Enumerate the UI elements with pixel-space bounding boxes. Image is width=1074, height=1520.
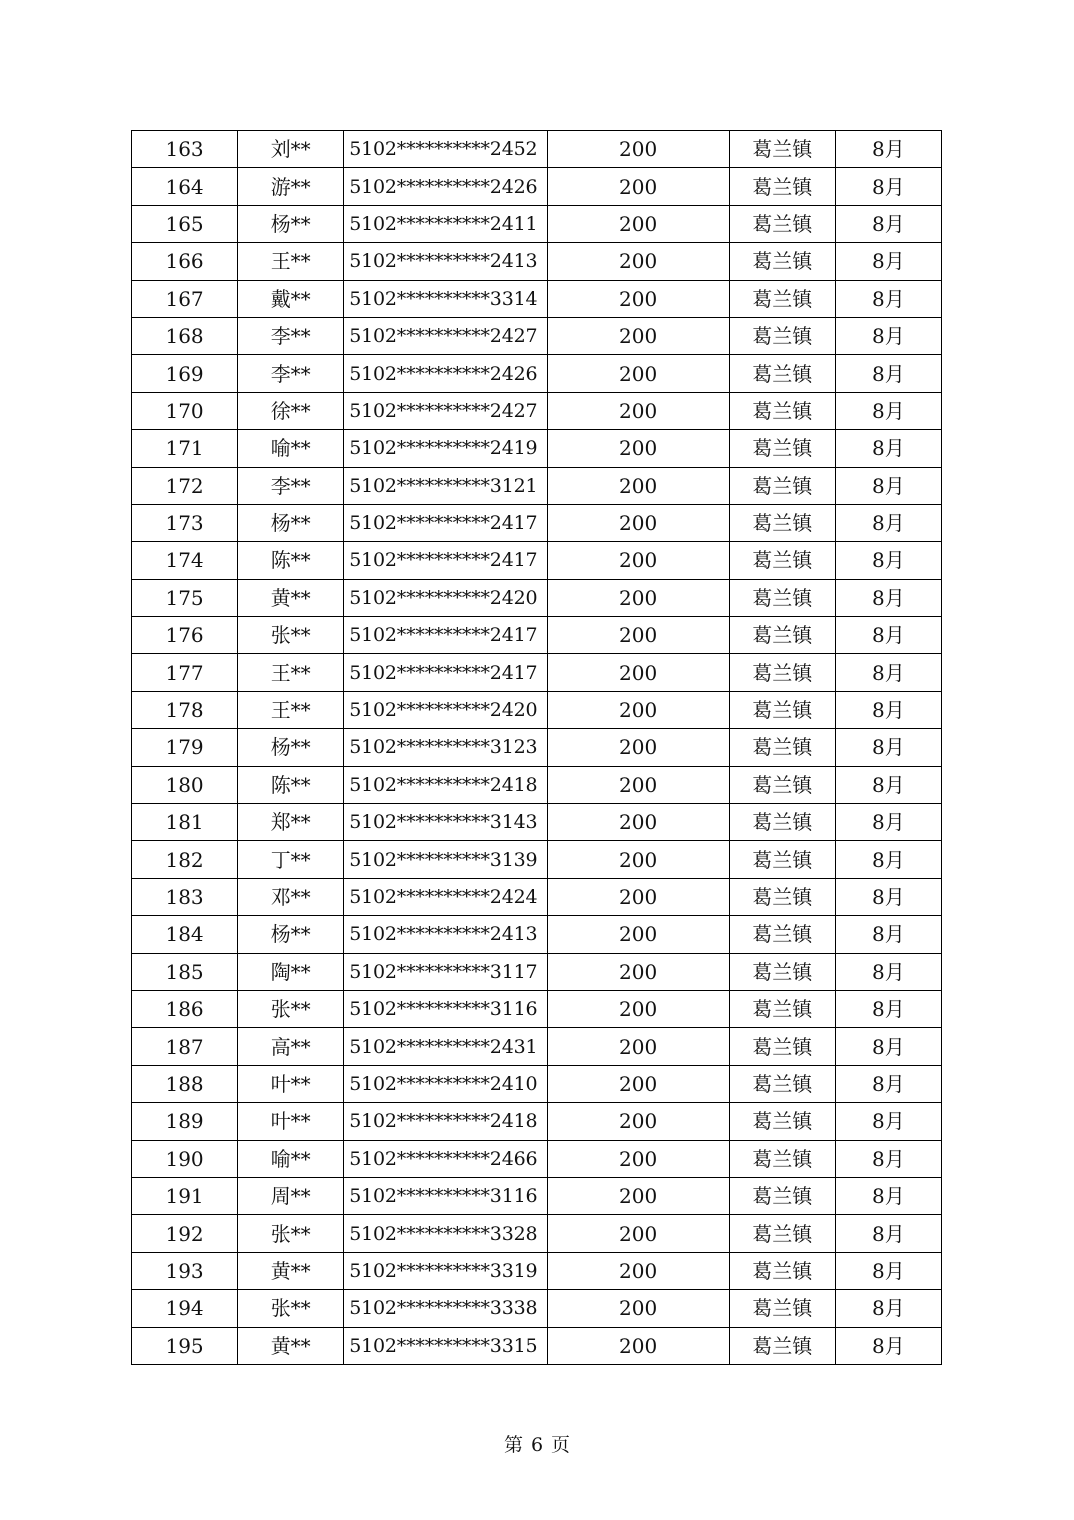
month-cell: 8月	[835, 916, 941, 953]
month-cell: 8月	[835, 617, 941, 654]
amount-cell: 200	[547, 617, 729, 654]
month-cell: 8月	[835, 1177, 941, 1214]
seq-cell: 174	[132, 542, 238, 579]
seq-cell: 195	[132, 1327, 238, 1364]
seq-cell: 163	[132, 131, 238, 168]
seq-cell: 186	[132, 990, 238, 1027]
id-number-cell: 5102**********3314	[344, 280, 547, 317]
month-cell: 8月	[835, 691, 941, 728]
name-cell: 刘**	[238, 131, 344, 168]
name-cell: 邓**	[238, 878, 344, 915]
table-row	[132, 1028, 942, 1065]
seq-cell: 185	[132, 953, 238, 990]
table-row	[132, 916, 942, 953]
name-cell: 杨**	[238, 729, 344, 766]
month-cell: 8月	[835, 990, 941, 1027]
town-cell: 葛兰镇	[729, 841, 835, 878]
table-row	[132, 131, 942, 168]
month-cell: 8月	[835, 205, 941, 242]
id-number-cell: 5102**********2418	[344, 766, 547, 803]
amount-cell: 200	[547, 280, 729, 317]
name-cell: 叶**	[238, 1065, 344, 1102]
town-cell: 葛兰镇	[729, 953, 835, 990]
town-cell: 葛兰镇	[729, 729, 835, 766]
name-cell: 王**	[238, 691, 344, 728]
amount-cell: 200	[547, 1290, 729, 1327]
amount-cell: 200	[547, 953, 729, 990]
table-row	[132, 953, 942, 990]
seq-cell: 164	[132, 168, 238, 205]
amount-cell: 200	[547, 1327, 729, 1364]
month-cell: 8月	[835, 317, 941, 354]
town-cell: 葛兰镇	[729, 1290, 835, 1327]
name-cell: 黄**	[238, 1252, 344, 1289]
seq-cell: 187	[132, 1028, 238, 1065]
id-number-cell: 5102**********2427	[344, 392, 547, 429]
month-cell: 8月	[835, 355, 941, 392]
name-cell: 王**	[238, 654, 344, 691]
seq-cell: 172	[132, 467, 238, 504]
town-cell: 葛兰镇	[729, 504, 835, 541]
table-row	[132, 841, 942, 878]
town-cell: 葛兰镇	[729, 392, 835, 429]
seq-cell: 181	[132, 804, 238, 841]
amount-cell: 200	[547, 1103, 729, 1140]
id-number-cell: 5102**********2420	[344, 579, 547, 616]
name-cell: 杨**	[238, 916, 344, 953]
seq-cell: 183	[132, 878, 238, 915]
name-cell: 陈**	[238, 766, 344, 803]
table-row	[132, 355, 942, 392]
table-row	[132, 1177, 942, 1214]
page-prefix: 第	[503, 1434, 523, 1456]
name-cell: 李**	[238, 355, 344, 392]
seq-cell: 184	[132, 916, 238, 953]
name-cell: 高**	[238, 1028, 344, 1065]
table-row	[132, 243, 942, 280]
id-number-cell: 5102**********3123	[344, 729, 547, 766]
amount-cell: 200	[547, 243, 729, 280]
table-row	[132, 1103, 942, 1140]
town-cell: 葛兰镇	[729, 243, 835, 280]
id-number-cell: 5102**********2413	[344, 243, 547, 280]
town-cell: 葛兰镇	[729, 168, 835, 205]
name-cell: 王**	[238, 243, 344, 280]
id-number-cell: 5102**********2411	[344, 205, 547, 242]
amount-cell: 200	[547, 804, 729, 841]
month-cell: 8月	[835, 804, 941, 841]
name-cell: 张**	[238, 617, 344, 654]
id-number-cell: 5102**********2452	[344, 131, 547, 168]
amount-cell: 200	[547, 168, 729, 205]
seq-cell: 175	[132, 579, 238, 616]
town-cell: 葛兰镇	[729, 766, 835, 803]
name-cell: 张**	[238, 990, 344, 1027]
month-cell: 8月	[835, 1215, 941, 1252]
month-cell: 8月	[835, 467, 941, 504]
name-cell: 李**	[238, 317, 344, 354]
id-number-cell: 5102**********2417	[344, 654, 547, 691]
town-cell: 葛兰镇	[729, 1103, 835, 1140]
name-cell: 陶**	[238, 953, 344, 990]
table-row	[132, 205, 942, 242]
month-cell: 8月	[835, 504, 941, 541]
table-body	[132, 131, 942, 1365]
amount-cell: 200	[547, 504, 729, 541]
id-number-cell: 5102**********2419	[344, 430, 547, 467]
id-number-cell: 5102**********2424	[344, 878, 547, 915]
amount-cell: 200	[547, 916, 729, 953]
town-cell: 葛兰镇	[729, 916, 835, 953]
name-cell: 喻**	[238, 1140, 344, 1177]
table-row	[132, 1327, 942, 1364]
amount-cell: 200	[547, 878, 729, 915]
town-cell: 葛兰镇	[729, 617, 835, 654]
seq-cell: 165	[132, 205, 238, 242]
town-cell: 葛兰镇	[729, 1215, 835, 1252]
table-row	[132, 878, 942, 915]
page-suffix: 页	[551, 1434, 571, 1456]
town-cell: 葛兰镇	[729, 1065, 835, 1102]
name-cell: 张**	[238, 1290, 344, 1327]
name-cell: 徐**	[238, 392, 344, 429]
id-number-cell: 5102**********2418	[344, 1103, 547, 1140]
amount-cell: 200	[547, 1140, 729, 1177]
id-number-cell: 5102**********3117	[344, 953, 547, 990]
seq-cell: 189	[132, 1103, 238, 1140]
month-cell: 8月	[835, 542, 941, 579]
subsidy-table	[131, 130, 942, 1365]
amount-cell: 200	[547, 317, 729, 354]
id-number-cell: 5102**********2413	[344, 916, 547, 953]
id-number-cell: 5102**********2410	[344, 1065, 547, 1102]
month-cell: 8月	[835, 729, 941, 766]
id-number-cell: 5102**********3319	[344, 1252, 547, 1289]
seq-cell: 179	[132, 729, 238, 766]
name-cell: 郑**	[238, 804, 344, 841]
table-row	[132, 990, 942, 1027]
amount-cell: 200	[547, 1252, 729, 1289]
month-cell: 8月	[835, 168, 941, 205]
name-cell: 游**	[238, 168, 344, 205]
id-number-cell: 5102**********3315	[344, 1327, 547, 1364]
name-cell: 叶**	[238, 1103, 344, 1140]
town-cell: 葛兰镇	[729, 1140, 835, 1177]
amount-cell: 200	[547, 1028, 729, 1065]
id-number-cell: 5102**********2417	[344, 504, 547, 541]
name-cell: 喻**	[238, 430, 344, 467]
table-row	[132, 168, 942, 205]
seq-cell: 167	[132, 280, 238, 317]
seq-cell: 177	[132, 654, 238, 691]
town-cell: 葛兰镇	[729, 467, 835, 504]
amount-cell: 200	[547, 691, 729, 728]
town-cell: 葛兰镇	[729, 317, 835, 354]
town-cell: 葛兰镇	[729, 1028, 835, 1065]
id-number-cell: 5102**********3116	[344, 1177, 547, 1214]
seq-cell: 193	[132, 1252, 238, 1289]
seq-cell: 188	[132, 1065, 238, 1102]
table-row	[132, 1290, 942, 1327]
table-row	[132, 317, 942, 354]
amount-cell: 200	[547, 205, 729, 242]
town-cell: 葛兰镇	[729, 430, 835, 467]
month-cell: 8月	[835, 243, 941, 280]
name-cell: 张**	[238, 1215, 344, 1252]
name-cell: 黄**	[238, 579, 344, 616]
name-cell: 李**	[238, 467, 344, 504]
id-number-cell: 5102**********2417	[344, 542, 547, 579]
table-row	[132, 766, 942, 803]
month-cell: 8月	[835, 1028, 941, 1065]
town-cell: 葛兰镇	[729, 878, 835, 915]
month-cell: 8月	[835, 654, 941, 691]
seq-cell: 190	[132, 1140, 238, 1177]
amount-cell: 200	[547, 766, 729, 803]
id-number-cell: 5102**********3328	[344, 1215, 547, 1252]
table-row	[132, 504, 942, 541]
month-cell: 8月	[835, 131, 941, 168]
month-cell: 8月	[835, 1065, 941, 1102]
town-cell: 葛兰镇	[729, 205, 835, 242]
amount-cell: 200	[547, 430, 729, 467]
id-number-cell: 5102**********3143	[344, 804, 547, 841]
town-cell: 葛兰镇	[729, 804, 835, 841]
table-row	[132, 804, 942, 841]
table-row	[132, 1140, 942, 1177]
town-cell: 葛兰镇	[729, 579, 835, 616]
seq-cell: 191	[132, 1177, 238, 1214]
table-row	[132, 280, 942, 317]
id-number-cell: 5102**********2426	[344, 168, 547, 205]
table-row	[132, 617, 942, 654]
id-number-cell: 5102**********2427	[344, 317, 547, 354]
town-cell: 葛兰镇	[729, 280, 835, 317]
amount-cell: 200	[547, 1177, 729, 1214]
town-cell: 葛兰镇	[729, 542, 835, 579]
seq-cell: 169	[132, 355, 238, 392]
name-cell: 周**	[238, 1177, 344, 1214]
table-row	[132, 542, 942, 579]
seq-cell: 171	[132, 430, 238, 467]
page-footer	[0, 1430, 1074, 1457]
town-cell: 葛兰镇	[729, 990, 835, 1027]
seq-cell: 182	[132, 841, 238, 878]
amount-cell: 200	[547, 990, 729, 1027]
town-cell: 葛兰镇	[729, 355, 835, 392]
seq-cell: 166	[132, 243, 238, 280]
id-number-cell: 5102**********2431	[344, 1028, 547, 1065]
town-cell: 葛兰镇	[729, 131, 835, 168]
table-row	[132, 579, 942, 616]
seq-cell: 170	[132, 392, 238, 429]
amount-cell: 200	[547, 392, 729, 429]
amount-cell: 200	[547, 729, 729, 766]
name-cell: 杨**	[238, 205, 344, 242]
month-cell: 8月	[835, 392, 941, 429]
name-cell: 丁**	[238, 841, 344, 878]
seq-cell: 192	[132, 1215, 238, 1252]
month-cell: 8月	[835, 280, 941, 317]
seq-cell: 180	[132, 766, 238, 803]
table-row	[132, 1252, 942, 1289]
town-cell: 葛兰镇	[729, 691, 835, 728]
id-number-cell: 5102**********2466	[344, 1140, 547, 1177]
town-cell: 葛兰镇	[729, 1327, 835, 1364]
table-row	[132, 729, 942, 766]
id-number-cell: 5102**********3121	[344, 467, 547, 504]
month-cell: 8月	[835, 579, 941, 616]
id-number-cell: 5102**********3139	[344, 841, 547, 878]
month-cell: 8月	[835, 766, 941, 803]
town-cell: 葛兰镇	[729, 1252, 835, 1289]
amount-cell: 200	[547, 654, 729, 691]
table-row	[132, 467, 942, 504]
id-number-cell: 5102**********3338	[344, 1290, 547, 1327]
town-cell: 葛兰镇	[729, 654, 835, 691]
month-cell: 8月	[835, 1327, 941, 1364]
month-cell: 8月	[835, 841, 941, 878]
table-row	[132, 691, 942, 728]
table-row	[132, 392, 942, 429]
name-cell: 戴**	[238, 280, 344, 317]
month-cell: 8月	[835, 953, 941, 990]
month-cell: 8月	[835, 1290, 941, 1327]
seq-cell: 194	[132, 1290, 238, 1327]
id-number-cell: 5102**********2417	[344, 617, 547, 654]
amount-cell: 200	[547, 1215, 729, 1252]
amount-cell: 200	[547, 542, 729, 579]
id-number-cell: 5102**********2420	[344, 691, 547, 728]
name-cell: 杨**	[238, 504, 344, 541]
page-number: 6	[530, 1434, 544, 1456]
month-cell: 8月	[835, 878, 941, 915]
amount-cell: 200	[547, 579, 729, 616]
seq-cell: 178	[132, 691, 238, 728]
town-cell: 葛兰镇	[729, 1177, 835, 1214]
amount-cell: 200	[547, 355, 729, 392]
seq-cell: 176	[132, 617, 238, 654]
amount-cell: 200	[547, 467, 729, 504]
amount-cell: 200	[547, 1065, 729, 1102]
table-row	[132, 1215, 942, 1252]
id-number-cell: 5102**********2426	[344, 355, 547, 392]
table-row	[132, 654, 942, 691]
table-row	[132, 430, 942, 467]
month-cell: 8月	[835, 1140, 941, 1177]
name-cell: 陈**	[238, 542, 344, 579]
seq-cell: 168	[132, 317, 238, 354]
seq-cell: 173	[132, 504, 238, 541]
name-cell: 黄**	[238, 1327, 344, 1364]
table-row	[132, 1065, 942, 1102]
amount-cell: 200	[547, 841, 729, 878]
amount-cell: 200	[547, 131, 729, 168]
month-cell: 8月	[835, 1103, 941, 1140]
month-cell: 8月	[835, 430, 941, 467]
id-number-cell: 5102**********3116	[344, 990, 547, 1027]
month-cell: 8月	[835, 1252, 941, 1289]
